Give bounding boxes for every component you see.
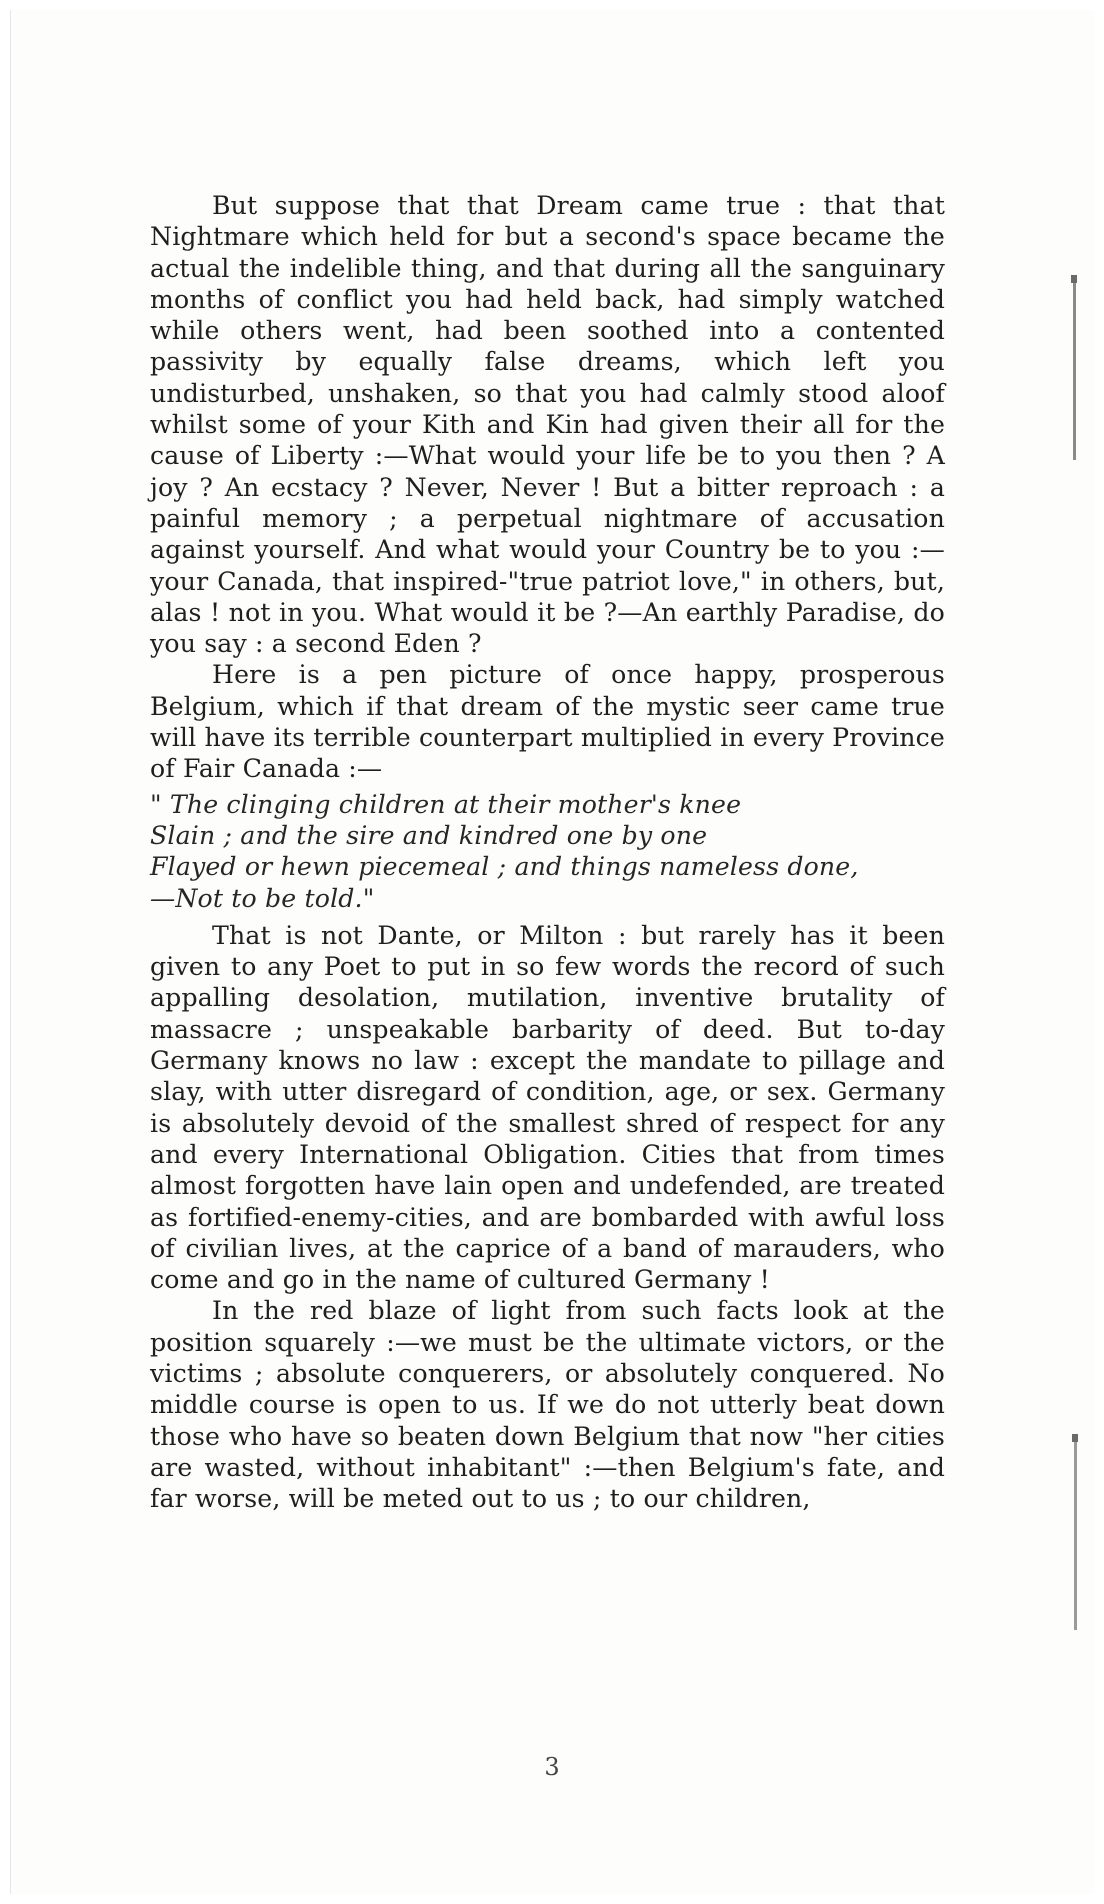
quote-line: Slain ; and the sire and kindred one by one <box>150 820 708 850</box>
scan-binding-mark <box>1074 1440 1077 1630</box>
paragraph: That is not Dante, or Milton : but rarely has it been given to any Poet to put in so few words the record of such appalling desolation, mutilation, inventive brutality of massacre ; unspeakable barbarity of deed. But to-day Germany knows no law : except the mandate to pillage and slay, with utter disregard of condition, age, or sex. Germany is absolutely devoid of the smallest shred of respect for any and every International Obligation. Cities that from times almost forgotten have lain open and undefended, are treated as fortified-enemy-cities, and are bombarded with awful loss of civilian lives, at the caprice of a band of marauders, who come and go in the name of cultured Germany ! <box>150 920 945 1295</box>
page-number: 3 <box>544 1753 560 1781</box>
paragraph: Here is a pen picture of once happy, prosperous Belgium, which if that dream of the mystic seer came true will have its terrible counterpart multiplied in every Province of Fair Canada :— <box>150 660 945 784</box>
paragraph: But suppose that that Dream came true : that that Nightmare which held for but a second's space became the actual the indelible thing, and that during all the sanguinary months of conflict you had held back, had simply watched while others went, had been soothed into a contented passivity by equally false dreams, which left you undisturbed, unshaken, so that you had calmly stood aloof whilst some of your Kith and Kin had given their all for the cause of Liberty :—What would your life be to you then ? A joy ? An ecstacy ? Never, Never ! But a bitter reproach : a painful memory ; a perpetual nightmare of accusation against yourself. And what would your Country be to you :—your Canada, that inspired-"true patriot love," in others, but, alas ! not in you. What would it be ?—An earthly Paradise, do you say : a second Eden ? <box>150 191 945 659</box>
body-text <box>150 190 945 1514</box>
scan-binding-tick <box>1071 275 1077 283</box>
scan-binding-tick <box>1072 1434 1078 1442</box>
quote-line: Flayed or hewn piecemeal ; and things nameless done, <box>150 852 859 882</box>
poem-quote <box>150 789 945 914</box>
paragraph: In the red blaze of light from such facts look at the position squarely :—we must be the ultimate victors, or the victims ; absolute conquerers, or absolutely conquered. No middle course is open to us. If we do not utterly beat down those who have so beaten down Belgium that now "her cities are wasted, without inhabitant" :—then Belgium's fate, and far worse, will be meted out to us ; to our children, <box>150 1296 945 1514</box>
quote-line: " The clinging children at their mother's knee <box>150 789 742 819</box>
scan-binding-mark <box>1073 282 1076 460</box>
quote-line: —Not to be told." <box>150 883 375 913</box>
